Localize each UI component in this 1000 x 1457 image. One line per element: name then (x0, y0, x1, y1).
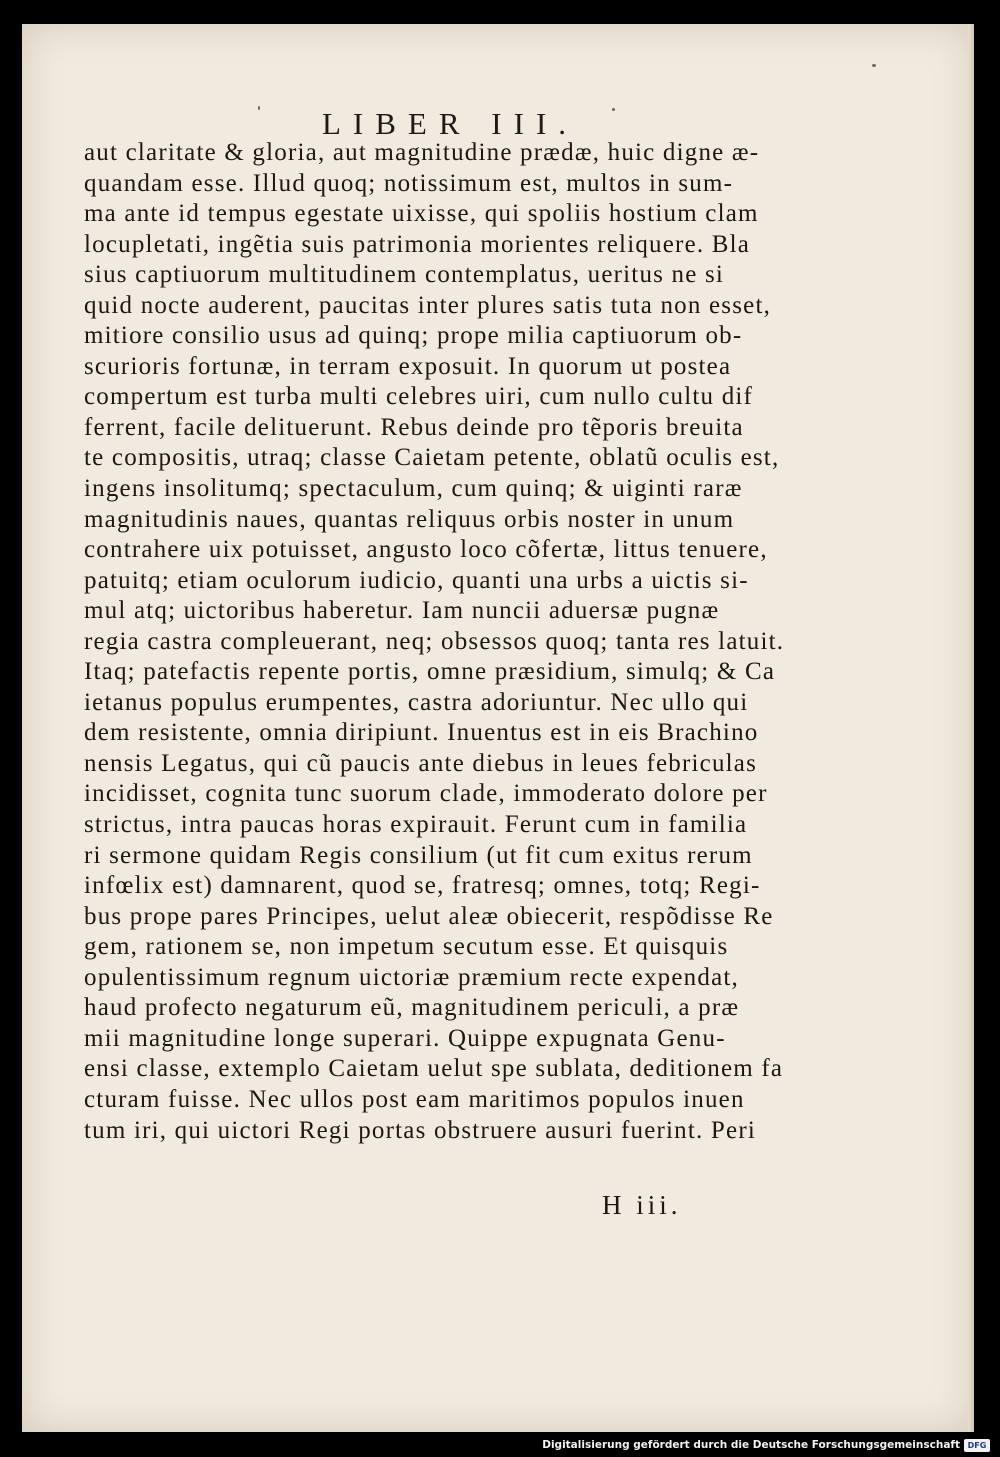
text-line: sius captiuorum multitudinem contemplatus, ueritus ne si (84, 261, 725, 289)
dfg-logo-icon: DFG (964, 1439, 990, 1452)
text-line: aut claritate & gloria, aut magnitudine prædæ, huic digne æ- (84, 139, 760, 166)
paper-speck (872, 64, 876, 67)
text-line: ensi classe, extemplo Caietam uelut spe sublata, deditionem fa (84, 1055, 784, 1083)
text-line: incidisset, cognita tunc suorum clade, immoderato dolore per (84, 780, 768, 808)
body-text (84, 138, 804, 1146)
text-line: mul atq; uictoribus haberetur. Iam nuncii aduersæ pugnæ (84, 597, 720, 625)
running-head: LIBER III. (322, 106, 579, 141)
text-line: opulentissimum regnum uictoriæ præmium recte expendat, (84, 963, 739, 991)
text-line: ferrent, facile delituerunt. Rebus deinde pro tẽporis breuita (84, 413, 744, 441)
text-line: gem, rationem se, non impetum secutum esse. Et quisquis (84, 933, 729, 961)
text-line: haud profecto negaturum eũ, magnitudinem periculi, a præ (84, 994, 740, 1022)
text-line: quid nocte auderent, paucitas inter plures satis tuta non esset, (84, 291, 772, 319)
text-line: Itaq; patefactis repente portis, omne præsidium, simulq; & Ca (84, 658, 776, 686)
paper-speck (258, 106, 260, 110)
text-line: nensis Legatus, qui cũ paucis ante diebus in leues febriculas (84, 749, 758, 777)
page-edge (968, 24, 974, 1432)
text-line: infœlix est) damnarent, quod se, fratresq; omnes, totq; Regi- (84, 872, 761, 900)
text-line: dem resistente, omnia diripiunt. Inuentus est in eis Brachino (84, 719, 759, 747)
text-line: patuitq; etiam oculorum iudicio, quanti una urbs a uictis si- (84, 566, 749, 594)
text-line: mii magnitudine longe superari. Quippe expugnata Genu- (84, 1024, 726, 1052)
text-line: quandam esse. Illud quoq; notissimum est, multos in sum- (84, 169, 734, 197)
text-line: ietanus populus erumpentes, castra adoriuntur. Nec ullo qui (84, 688, 749, 716)
text-line: magnitudinis naues, quantas reliquus orbis noster in unum (84, 505, 735, 533)
text-line: ma ante id tempus egestate uixisse, qui spoliis hostium clam (84, 200, 759, 228)
text-line: bus prope pares Principes, uelut aleæ obiecerit, respõdisse Re (84, 902, 774, 930)
text-line: contrahere uix potuisset, angusto loco cõfertæ, littus tenuere, (84, 536, 768, 564)
text-line: compertum est turba multi celebres uiri, cum nullo cultu dif (84, 383, 754, 411)
footer-bar (0, 1432, 1000, 1457)
signature-mark: H iii. (602, 1190, 682, 1220)
text-line: regia castra compleuerant, neq; obsessos quoq; tanta res latuit. (84, 627, 785, 655)
text-line: strictus, intra paucas horas expirauit. Ferunt cum in familia (84, 811, 748, 839)
paper-speck (612, 108, 615, 111)
text-line: ri sermone quidam Regis consilium (ut fit cum exitus rerum (84, 841, 753, 869)
text-line: tum iri, qui uictori Regi portas obstruere ausuri fuerint. Peri (84, 1116, 756, 1144)
text-line: te compositis, utraq; classe Caietam petente, oblatũ oculis est, (84, 444, 780, 472)
text-line: mitiore consilio usus ad quinq; prope milia captiuorum ob- (84, 322, 743, 350)
book-page (22, 24, 974, 1432)
text-line: locupletati, ingẽtia suis patrimonia morientes reliquere. Bla (84, 230, 751, 258)
text-line: cturam fuisse. Nec ullos post eam maritimos populos inuen (84, 1085, 745, 1113)
text-line: ingens insolitumq; spectaculum, cum quinq; & uiginti raræ (84, 475, 743, 503)
text-line: scurioris fortunæ, in terram exposuit. In quorum ut postea (84, 352, 732, 380)
funding-credit: Digitalisierung gefördert durch die Deutsche Forschungsgemeinschaft (542, 1439, 960, 1451)
